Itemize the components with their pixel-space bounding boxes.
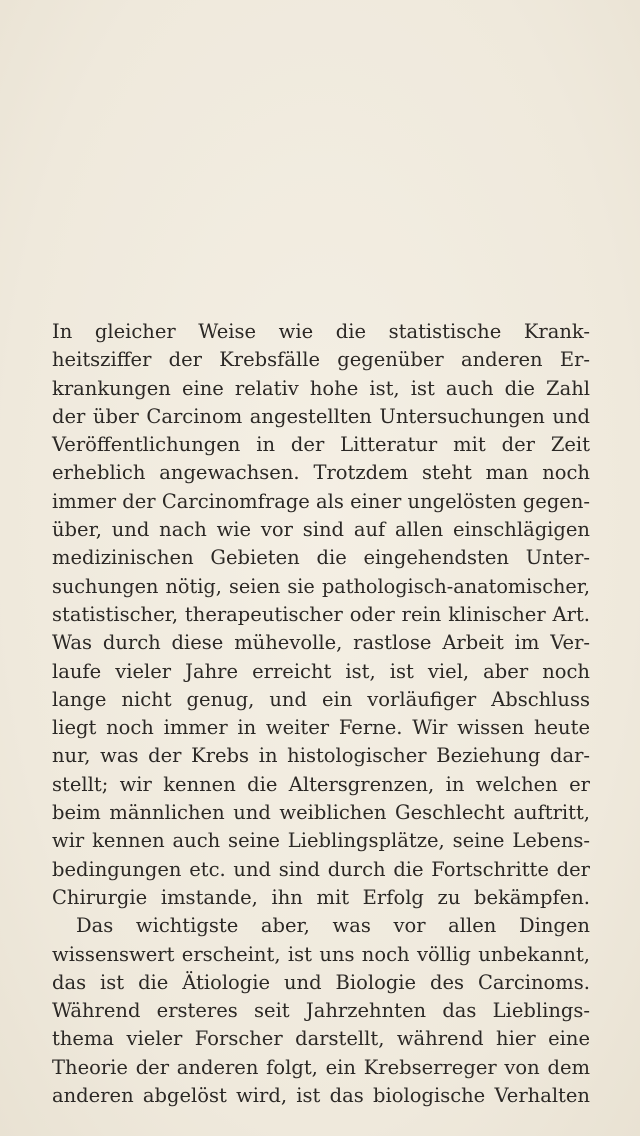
text-line: liegt noch immer in weiter Ferne. Wir wissen heute [52,716,590,740]
text-line: stellt; wir kennen die Altersgrenzen, in welchen er [52,772,590,796]
text-line: Was durch diese mühevolle, rastlose Arbeit im Ver- [52,631,590,655]
text-line: Theorie der anderen folgt, ein Krebserreger von dem [52,1055,590,1079]
text-line: beim männlichen und weiblichen Geschlecht auftritt, [52,801,590,825]
text-line: wissenswert erscheint, ist uns noch völlig unbekannt, [52,942,590,966]
text-line: laufe vieler Jahre erreicht ist, ist viel, aber noch [52,659,590,683]
text-line: medizinischen Gebieten die eingehendsten Unter- [52,546,590,570]
text-line: heitsziffer der Krebsfälle gegenüber anderen Er- [52,348,590,372]
text-line: das ist die Ätiologie und Biologie des Carcinoms. [52,970,590,994]
text-line: über, und nach wie vor sind auf allen einschlägigen [52,518,590,542]
text-line: anderen abgelöst wird, ist das biologische Verhalten [52,1084,590,1108]
text-line: erheblich angewachsen. Trotzdem steht man noch [52,461,590,485]
body-text [52,318,590,1110]
text-line: bedingungen etc. und sind durch die Fortschritte der [52,857,590,881]
text-line: In gleicher Weise wie die statistische Krank- [52,320,590,343]
text-line: nur, was der Krebs in histologischer Beziehung dar- [52,744,590,768]
text-line: Während ersteres seit Jahrzehnten das Lieblings- [52,999,590,1023]
text-line: immer der Carcinomfrage als einer ungelösten gegen- [52,489,590,513]
text-line: wir kennen auch seine Lieblingsplätze, seine Lebens- [52,829,590,853]
text-line: krankungen eine relativ hohe ist, ist auch die Zahl [52,376,590,400]
text-line: der über Carcinom angestellten Untersuchungen und [52,404,590,428]
text-line: Veröffentlichungen in der Litteratur mit der Zeit [52,433,590,457]
text-line: suchungen nötig, seien sie pathologisch-anatomischer, [52,574,590,598]
text-line: thema vieler Forscher darstellt, während hier eine [52,1027,590,1051]
text-line: Chirurgie imstande, ihn mit Erfolg zu bekämpfen. [52,885,590,909]
text-line: lange nicht genug, und ein vorläufiger Abschluss [52,687,590,711]
paragraph [52,912,590,1110]
paragraph [52,318,590,912]
text-line: Das wichtigste aber, was vor allen Dingen [76,914,590,938]
text-line: statistischer, therapeutischer oder rein klinischer Art. [52,602,590,626]
